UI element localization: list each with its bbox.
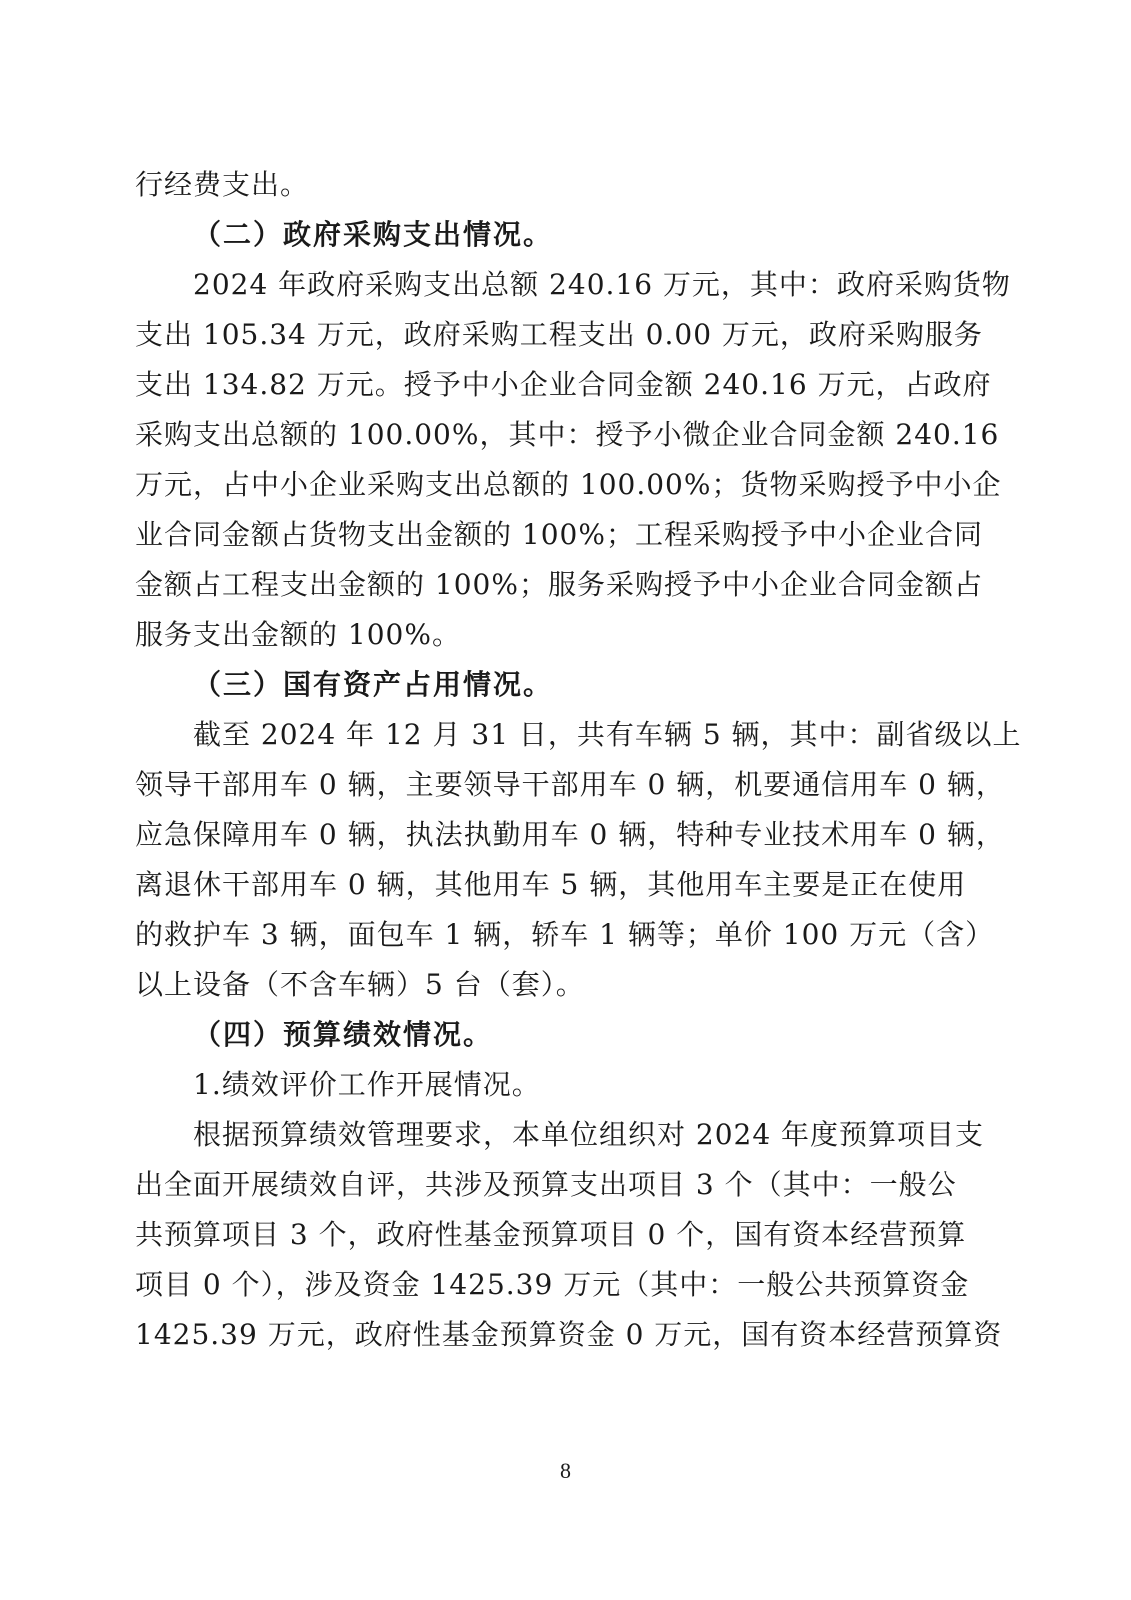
text-line: 项目 0 个），涉及资金 1425.39 万元（其中：一般公共预算资金 <box>135 1268 970 1301</box>
text-line: 行经费支出。 <box>135 168 310 201</box>
text-line: 应急保障用车 0 辆，执法执勤用车 0 辆，特种专业技术用车 0 辆， <box>135 818 1005 851</box>
text-line: 采购支出总额的 100.00%，其中：授予小微企业合同金额 240.16 <box>135 418 1000 451</box>
text-line: 领导干部用车 0 辆，主要领导干部用车 0 辆，机要通信用车 0 辆， <box>135 768 1005 801</box>
section-heading-assets: （三）国有资产占用情况。 <box>193 668 554 701</box>
text-line: 共预算项目 3 个，政府性基金预算项目 0 个，国有资本经营预算 <box>135 1218 967 1251</box>
page-number: 8 <box>560 1458 571 1483</box>
text-line: 离退休干部用车 0 辆，其他用车 5 辆，其他用车主要是正在使用 <box>135 868 967 901</box>
section-heading-performance: （四）预算绩效情况。 <box>193 1018 494 1051</box>
text-line: 1425.39 万元，政府性基金预算资金 0 万元，国有资本经营预算资 <box>135 1318 1003 1351</box>
section-heading-procurement: （二）政府采购支出情况。 <box>193 218 554 251</box>
page-body <box>135 160 1022 1360</box>
text-line: 业合同金额占货物支出金额的 100%；工程采购授予中小企业合同 <box>135 518 983 551</box>
text-line: 截至 2024 年 12 月 31 日，共有车辆 5 辆，其中：副省级以上 <box>193 718 1022 751</box>
text-line: 2024 年政府采购支出总额 240.16 万元，其中：政府采购货物 <box>193 268 1011 301</box>
text-line: 万元，占中小企业采购支出总额的 100.00%；货物采购授予中小企 <box>135 468 1002 501</box>
text-line: 根据预算绩效管理要求，本单位组织对 2024 年度预算项目支 <box>193 1118 985 1151</box>
text-line: 金额占工程支出金额的 100%；服务采购授予中小企业合同金额占 <box>135 568 983 601</box>
text-line: 出全面开展绩效自评，共涉及预算支出项目 3 个（其中：一般公 <box>135 1168 957 1201</box>
text-line: 支出 105.34 万元，政府采购工程支出 0.00 万元，政府采购服务 <box>135 318 983 351</box>
text-line: 以上设备（不含车辆）5 台（套）。 <box>135 968 585 1001</box>
text-line: 服务支出金额的 100%。 <box>135 618 461 651</box>
text-line: 支出 134.82 万元。授予中小企业合同金额 240.16 万元，占政府 <box>135 368 992 401</box>
text-line: 的救护车 3 辆，面包车 1 辆，轿车 1 辆等；单价 100 万元（含） <box>135 918 995 951</box>
subsection-heading: 1.绩效评价工作开展情况。 <box>193 1068 541 1101</box>
